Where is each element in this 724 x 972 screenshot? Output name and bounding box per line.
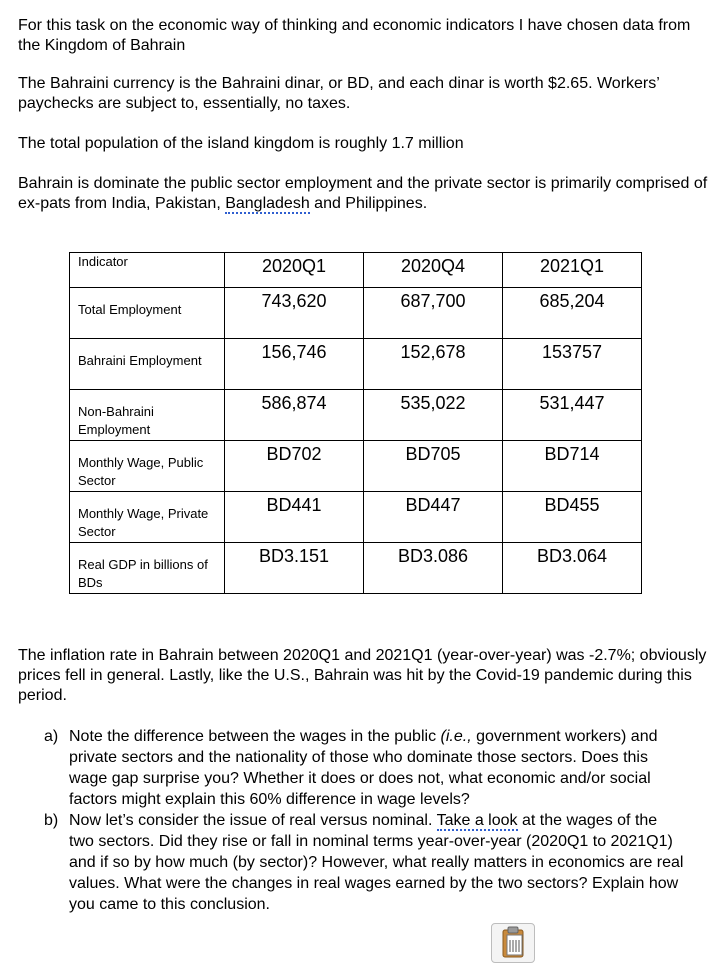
intro-paragraph-4-end: and Philippines. [309,195,428,212]
cell-value: BD714 [544,444,600,464]
cell-value: 687,700 [400,291,466,311]
table-cell [225,492,364,543]
row-label-cell [70,543,225,594]
header-2021q1: 2021Q1 [539,256,605,276]
question-marker: b) [44,812,59,829]
table-row [70,288,642,339]
table-row [70,441,642,492]
header-2020q4: 2020Q4 [400,256,466,276]
table-row [70,492,642,543]
indicator-table [69,252,642,594]
question-a [44,726,684,810]
table-cell [503,390,642,441]
table-row [70,339,642,390]
header-indicator: Indicator [78,254,128,269]
table-row [70,390,642,441]
cell-value: BD455 [544,495,600,515]
cell-value: 152,678 [400,342,466,362]
cell-value: BD3.151 [258,546,330,566]
question-text: at the wages of the two sectors. Did they rise or fall in nominal terms year-over-year (2020Q1 to 2021Q1) and if so by how much (by sector)? However, what really matters in economics are real values. What were the changes in real wages earned by the two sectors? Explain how you came to this conclusion. [69,812,684,913]
cell-value: BD702 [266,444,322,464]
table-cell [364,390,503,441]
grammar-suggestion[interactable]: Take a look [436,812,518,829]
table-cell [225,339,364,390]
row-label: Total Employment [78,302,182,317]
paste-options-button[interactable] [491,923,535,963]
row-label: Monthly Wage, Private Sector [78,506,209,539]
cell-value: 156,746 [261,342,327,362]
cell-value: 531,447 [539,393,605,413]
intro-paragraph-3: The total population of the island kingdom is roughly 1.7 million [18,135,464,152]
cell-value: BD447 [405,495,461,515]
table-header-cell [225,253,364,288]
table-cell [225,543,364,594]
table-cell [503,441,642,492]
cell-value: 685,204 [539,291,605,311]
row-label-cell [70,441,225,492]
table-header-cell [503,253,642,288]
question-italic: (i.e., [440,728,472,745]
cell-value: BD705 [405,444,461,464]
row-label-cell [70,390,225,441]
table-cell [364,543,503,594]
cell-value: BD441 [266,495,322,515]
inflation-paragraph: The inflation rate in Bahrain between 2020Q1 and 2021Q1 (year-over-year) was -2.7%; obviously prices fell in general. Lastly, like the U.S., Bahrain was hit by the Covid-19 pandemic during this period. [18,647,707,704]
table-cell [225,288,364,339]
row-label-cell [70,492,225,543]
header-2020q1: 2020Q1 [261,256,327,276]
cell-value: 586,874 [261,393,327,413]
cell-value: 743,620 [261,291,327,311]
row-label-cell [70,339,225,390]
row-label-cell [70,288,225,339]
table-cell [364,339,503,390]
table-cell [503,543,642,594]
question-text: Now let’s consider the issue of real versus nominal. [69,812,437,829]
row-label: Bahraini Employment [78,353,202,368]
question-text: Note the difference between the wages in the public [69,728,441,745]
cell-value: 153757 [541,342,603,362]
table-cell [503,492,642,543]
table-row [70,543,642,594]
intro-paragraph-4 [18,174,708,214]
table-header-cell [70,253,225,288]
table-cell [225,441,364,492]
intro-paragraph-1: For this task on the economic way of thinking and economic indicators I have chosen data from the Kingdom of Bahrain [18,17,691,54]
intro-paragraph-4-text: Bahrain is dominate the public sector employment and the private sector is primarily comprised of ex-pats from India, Pakistan, [18,175,708,212]
cell-value: 535,022 [400,393,466,413]
row-label: Real GDP in billions of BDs [78,557,208,590]
question-marker: a) [44,728,59,745]
table-header-row [70,253,642,288]
cell-value: BD3.086 [397,546,469,566]
table-cell [503,288,642,339]
table-cell [364,492,503,543]
table-cell [503,339,642,390]
question-text: government workers) and private sectors and the nationality of those who dominate those sectors. Does this wage gap surprise you? Whether it does or does not, what economic and/or social factors might explain this 60% difference in wage levels? [69,728,658,808]
table-cell [364,288,503,339]
table-cell [225,390,364,441]
question-b [44,810,684,915]
question-list [44,726,684,915]
row-label: Non-Bahraini Employment [78,404,154,437]
clipboard-icon [492,924,534,962]
intro-paragraph-2: The Bahraini currency is the Bahraini dinar, or BD, and each dinar is worth $2.65. Workers’ paychecks are subject to, essentially, no taxes. [18,75,660,112]
spellcheck-word[interactable]: Bangladesh [225,195,310,212]
table-header-cell [364,253,503,288]
table-cell [364,441,503,492]
row-label: Monthly Wage, Public Sector [78,455,204,488]
cell-value: BD3.064 [536,546,608,566]
